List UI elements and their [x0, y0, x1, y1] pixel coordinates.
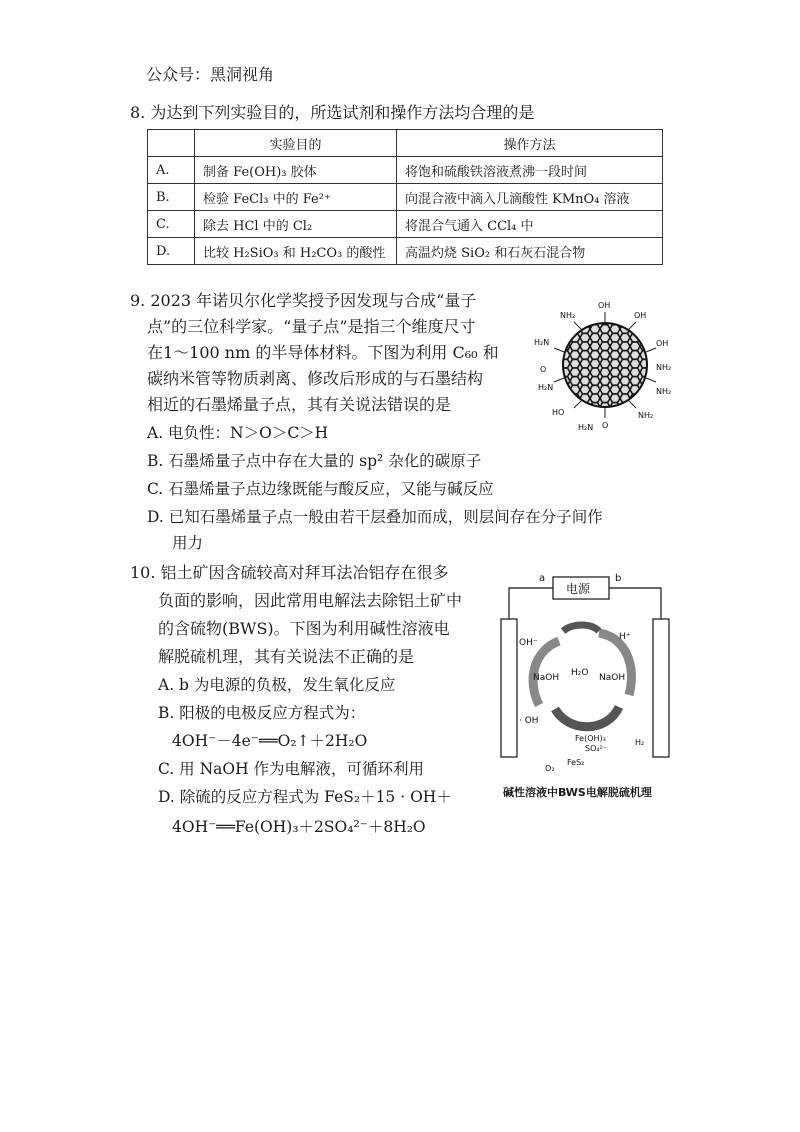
table-header-row — [148, 130, 663, 157]
h-plus-label: H⁺ — [619, 632, 631, 642]
electrolysis-figure — [495, 565, 705, 775]
label-nh2-topleft: NH₂ — [560, 311, 576, 320]
account-header: 公众号：黑洞视角 — [146, 65, 275, 84]
row-method: 将混合气通入 CCl₄ 中 — [397, 211, 663, 238]
power-source-label: 电源 — [566, 582, 591, 596]
q8-table — [147, 129, 663, 265]
q8-stem: 8. 为达到下列实验目的，所选试剂和操作方法均合理的是 — [130, 103, 535, 122]
q10-stem-line: 的含硫物(BWS)。下图为利用碱性溶液电 — [158, 619, 450, 638]
so4-label: SO₄²⁻ — [585, 744, 608, 753]
row-opt: D. — [148, 238, 195, 265]
oh-minus-label: OH⁻ — [519, 638, 538, 648]
table-header-opt — [148, 130, 195, 157]
cycle-arrow-right — [599, 633, 631, 695]
naoh-right-label: NaOH — [599, 673, 626, 683]
label-oh-top: OH — [598, 301, 611, 310]
table-header-purpose: 实验目的 — [195, 130, 397, 157]
table-row — [148, 157, 663, 184]
label-h2n-bottom: H₂N — [578, 423, 594, 432]
row-method: 向混合液中滴入几滴酸性 KMnO₄ 溶液 — [397, 184, 663, 211]
row-purpose: 除去 HCl 中的 Cl₂ — [195, 211, 397, 238]
row-opt: B. — [148, 184, 195, 211]
label-h2n-left2: H₂N — [538, 383, 554, 392]
q10-option-b-equation: 4OH⁻－4e⁻══O₂↑＋2H₂O — [172, 732, 368, 750]
table-header-method: 操作方法 — [397, 130, 663, 157]
q9-option-b: B. 石墨烯量子点中存在大量的 sp² 杂化的碳原子 — [147, 452, 482, 470]
q9-option-d-cont: 用力 — [172, 534, 204, 552]
q10-option-d-equation: 4OH⁻══Fe(OH)₃＋2SO₄²⁻＋8H₂O — [172, 818, 426, 836]
q10-option-a: A. b 为电源的负极，发生氧化反应 — [158, 676, 396, 694]
h2o-label: H₂O — [571, 668, 589, 678]
o2-label: O₂ — [545, 764, 555, 773]
table-row — [148, 184, 663, 211]
fes2-label: FeS₂ — [567, 758, 585, 767]
table-row — [148, 211, 663, 238]
row-method: 高温灼烧 SiO₂ 和石灰石混合物 — [397, 238, 663, 265]
q10-option-c: C. 用 NaOH 作为电解液，可循环利用 — [158, 760, 425, 778]
q10-stem-line: 负面的影响，因此常用电解法去除铝土矿中 — [158, 591, 463, 610]
label-o-bottom: O — [602, 421, 609, 430]
terminal-b-label: b — [615, 573, 622, 584]
cycle-arrow-bottom — [555, 707, 619, 727]
row-method: 将饱和硫酸铁溶液煮沸一段时间 — [397, 157, 663, 184]
q10-stem-line: 10. 铝土矿因含硫较高对拜耳法冶铝存在很多 — [130, 563, 449, 582]
table-row — [148, 238, 663, 265]
feoh3-label: Fe(OH)₃ — [575, 734, 606, 743]
naoh-left-label: NaOH — [533, 673, 560, 683]
q10-stem-line: 解脱硫机理，其有关说法不正确的是 — [158, 647, 415, 666]
q9-stem-line: 点”的三位科学家。“量子点”是指三个维度尺寸 — [147, 317, 476, 336]
label-h2n-left: H₂N — [534, 338, 550, 347]
label-oh-topright: OH — [634, 311, 647, 320]
q9-stem-line: 9. 2023 年诺贝尔化学奖授予因发现与合成“量子 — [130, 291, 477, 310]
label-o-left: O — [540, 365, 547, 374]
terminal-a-label: a — [539, 573, 546, 584]
q9-stem-line: 相近的石墨烯量子点，其有关说法错误的是 — [147, 395, 452, 414]
row-opt: C. — [148, 211, 195, 238]
row-purpose: 比较 H₂SiO₃ 和 H₂CO₃ 的酸性 — [195, 238, 397, 265]
q9-option-c: C. 石墨烯量子点边缘既能与酸反应，又能与碱反应 — [147, 480, 494, 498]
q10-option-d: D. 除硫的反应方程式为 FeS₂＋15 · OH＋ — [158, 788, 452, 806]
row-opt: A. — [148, 157, 195, 184]
label-nh2-right: NH₂ — [656, 363, 672, 372]
q10-option-b: B. 阳极的电极反应方程式为： — [158, 704, 366, 722]
label-ho-bottomleft: HO — [552, 408, 565, 417]
q9-option-d: D. 已知石墨烯量子点一般由若干层叠加而成，则层间存在分子间作 — [147, 508, 603, 526]
q9-stem-line: 在1～100 nm 的半导体材料。下图为利用 C₆₀ 和 — [147, 343, 499, 362]
graphene-quantum-dot-figure — [530, 290, 680, 440]
figure-caption: 碱性溶液中BWS电解脱硫机理 — [503, 786, 652, 799]
q9-option-a: A. 电负性：N＞O＞C＞H — [147, 424, 329, 442]
cathode-electrode — [653, 619, 669, 757]
row-purpose: 制备 Fe(OH)₃ 胶体 — [195, 157, 397, 184]
h2-label: H₂ — [635, 738, 645, 747]
oh-radical-label: · OH — [519, 716, 539, 726]
q9-stem-line: 碳纳米管等物质剥离、修改后形成的与石墨结构 — [147, 369, 484, 388]
row-purpose: 检验 FeCl₃ 中的 Fe²⁺ — [195, 184, 397, 211]
label-nh2-bottomright: NH₂ — [638, 411, 654, 420]
label-nh2-right2: NH₂ — [656, 387, 672, 396]
label-oh-right: OH — [656, 339, 669, 348]
anode-electrode — [501, 619, 517, 757]
